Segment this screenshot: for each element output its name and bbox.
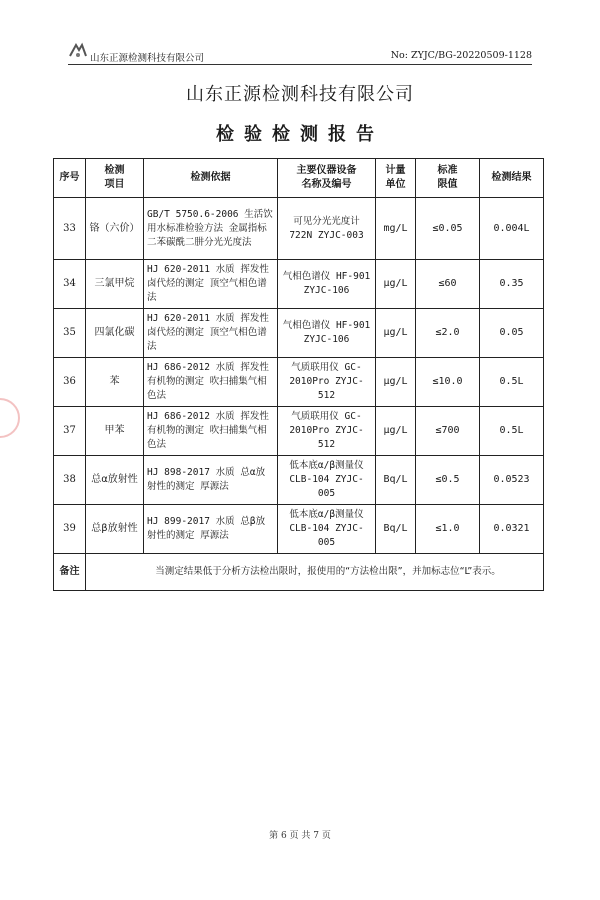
header-unit: 计量 单位 xyxy=(376,159,416,198)
table-row xyxy=(54,358,544,407)
cell-item: 四氯化碳 xyxy=(86,309,144,358)
cell-result: 0.5L xyxy=(480,407,544,456)
page-header xyxy=(68,40,532,65)
cell-basis: GB/T 5750.6-2006 生活饮用水标准检验方法 金属指标 二苯碳酰二肼分光光度法 xyxy=(144,198,278,260)
cell-seq: 37 xyxy=(54,407,86,456)
cell-result: 0.35 xyxy=(480,260,544,309)
cell-seq: 35 xyxy=(54,309,86,358)
table-row xyxy=(54,407,544,456)
cell-result: 0.004L xyxy=(480,198,544,260)
cell-instrument: 气相色谱仪 HF-901 ZYJC-106 xyxy=(278,309,376,358)
cell-item: 铬（六价） xyxy=(86,198,144,260)
header-instrument: 主要仪器设备 名称及编号 xyxy=(278,159,376,198)
cell-unit: μg/L xyxy=(376,407,416,456)
cell-seq: 39 xyxy=(54,505,86,554)
cell-basis: HJ 686-2012 水质 挥发性有机物的测定 吹扫捕集气相色法 xyxy=(144,407,278,456)
table-row xyxy=(54,505,544,554)
cell-basis: HJ 898-2017 水质 总α放射性的测定 厚源法 xyxy=(144,456,278,505)
cell-seq: 34 xyxy=(54,260,86,309)
cell-result: 0.05 xyxy=(480,309,544,358)
results-table xyxy=(53,158,544,591)
cell-item: 总α放射性 xyxy=(86,456,144,505)
table-row xyxy=(54,456,544,505)
cell-seq: 33 xyxy=(54,198,86,260)
cell-instrument: 可见分光光度计 722N ZYJC-003 xyxy=(278,198,376,260)
cell-seq: 38 xyxy=(54,456,86,505)
cell-basis: HJ 620-2011 水质 挥发性卤代烃的测定 顶空气相色谱法 xyxy=(144,260,278,309)
remark-row xyxy=(54,554,544,591)
cell-result: 0.0321 xyxy=(480,505,544,554)
cell-unit: Bq/L xyxy=(376,505,416,554)
header-seq: 序号 xyxy=(54,159,86,198)
cell-limit: ≤2.0 xyxy=(416,309,480,358)
header-limit: 标准 限值 xyxy=(416,159,480,198)
seal-stamp xyxy=(0,398,20,438)
header-company: 山东正源检测科技有限公司 xyxy=(90,53,205,64)
cell-unit: Bq/L xyxy=(376,456,416,505)
cell-seq: 36 xyxy=(54,358,86,407)
cell-limit: ≤10.0 xyxy=(416,358,480,407)
cell-item: 甲苯 xyxy=(86,407,144,456)
remark-label: 备注 xyxy=(54,554,86,591)
cell-limit: ≤1.0 xyxy=(416,505,480,554)
cell-limit: ≤0.5 xyxy=(416,456,480,505)
table-row xyxy=(54,198,544,260)
cell-limit: ≤0.05 xyxy=(416,198,480,260)
cell-instrument: 气质联用仪 GC-2010Pro ZYJC-512 xyxy=(278,407,376,456)
table-row xyxy=(54,309,544,358)
remark-text: 当测定结果低于分析方法检出限时，报使用的“方法检出限”，并加标志位“L”表示。 xyxy=(86,554,544,591)
cell-result: 0.5L xyxy=(480,358,544,407)
report-title: 检验检测报告 xyxy=(216,124,384,145)
company-name: 山东正源检测科技有限公司 xyxy=(186,84,414,105)
cell-unit: mg/L xyxy=(376,198,416,260)
header-result: 检测结果 xyxy=(480,159,544,198)
cell-item: 三氯甲烷 xyxy=(86,260,144,309)
cell-item: 总β放射性 xyxy=(86,505,144,554)
cell-basis: HJ 899-2017 水质 总β放射性的测定 厚源法 xyxy=(144,505,278,554)
header-item: 检测 项目 xyxy=(86,159,144,198)
page-footer: 第 6 页 共 7 页 xyxy=(269,831,331,841)
cell-limit: ≤60 xyxy=(416,260,480,309)
company-logo-icon xyxy=(68,42,88,60)
cell-instrument: 低本底α/β测量仪 CLB-104 ZYJC-005 xyxy=(278,505,376,554)
cell-unit: μg/L xyxy=(376,358,416,407)
cell-unit: μg/L xyxy=(376,309,416,358)
cell-instrument: 低本底α/β测量仪 CLB-104 ZYJC-005 xyxy=(278,456,376,505)
table-row xyxy=(54,260,544,309)
header-basis: 检测依据 xyxy=(144,159,278,198)
table-header-row xyxy=(54,159,544,198)
cell-basis: HJ 620-2011 水质 挥发性卤代烃的测定 顶空气相色谱法 xyxy=(144,309,278,358)
cell-instrument: 气相色谱仪 HF-901 ZYJC-106 xyxy=(278,260,376,309)
cell-result: 0.0523 xyxy=(480,456,544,505)
cell-basis: HJ 686-2012 水质 挥发性有机物的测定 吹扫捕集气相色法 xyxy=(144,358,278,407)
cell-unit: μg/L xyxy=(376,260,416,309)
report-number: No: ZYJC/BG-20220509-1128 xyxy=(390,50,532,61)
cell-limit: ≤700 xyxy=(416,407,480,456)
cell-item: 苯 xyxy=(86,358,144,407)
cell-instrument: 气质联用仪 GC-2010Pro ZYJC-512 xyxy=(278,358,376,407)
